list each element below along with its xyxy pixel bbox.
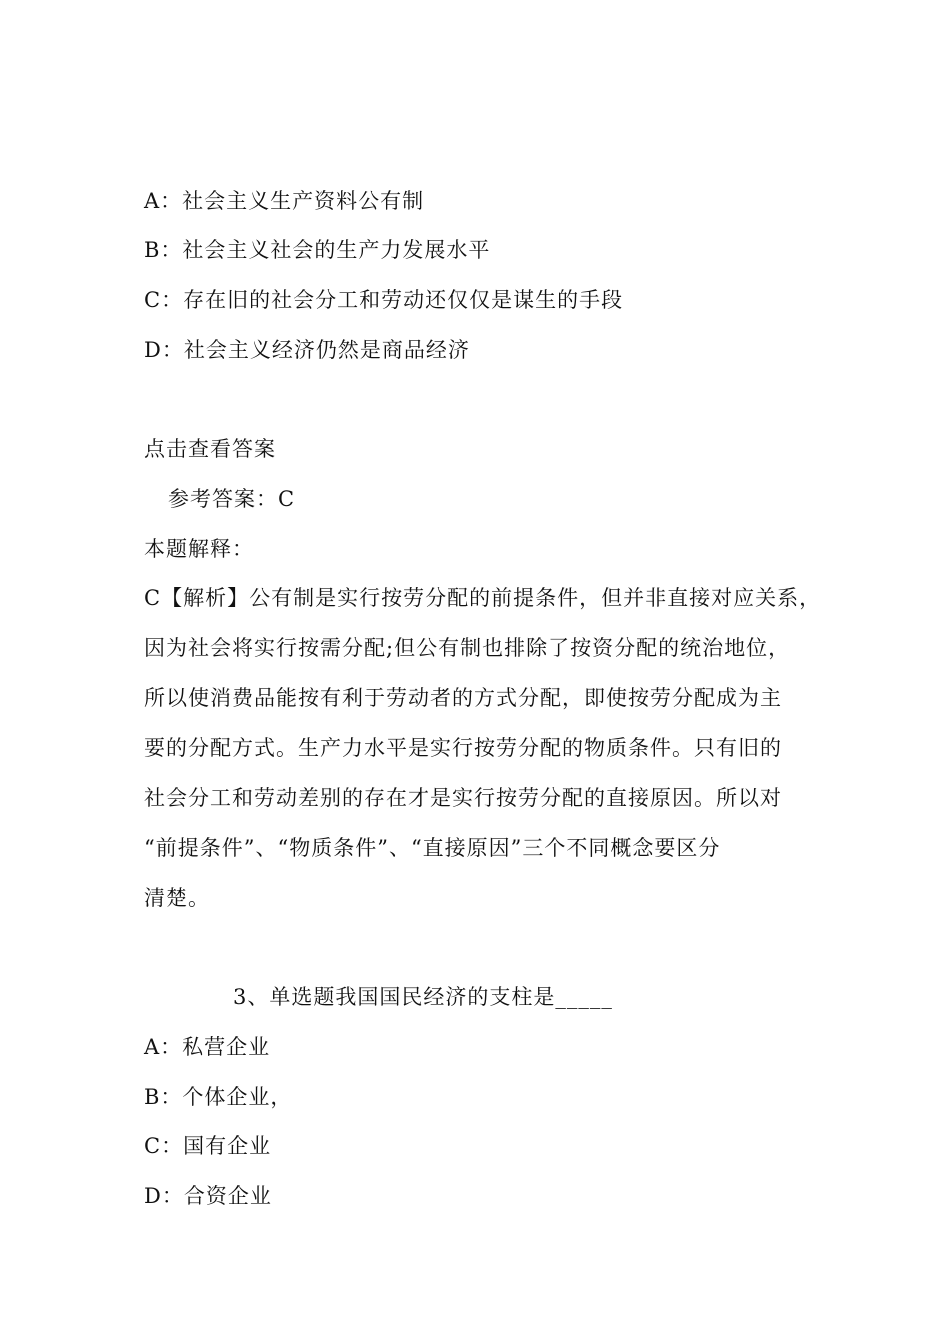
reference-answer: 参考答案：C [168, 487, 296, 511]
explanation-line: 清楚。 [144, 886, 210, 910]
explanation-line: 因为社会将实行按需分配;但公有制也排除了按资分配的统治地位， [144, 636, 791, 660]
explanation-label: 本题解释： [144, 537, 254, 561]
q3-option-c: C：国有企业 [144, 1134, 272, 1158]
explanation-line: 要的分配方式。生产力水平是实行按劳分配的物质条件。只有旧的 [144, 736, 782, 760]
q3-option-a: A：私营企业 [144, 1035, 271, 1059]
explanation-line: 社会分工和劳动差别的存在才是实行按劳分配的直接原因。所以对 [144, 786, 782, 810]
q3-question: 3、单选题我国国民经济的支柱是_____ [233, 985, 613, 1009]
explanation-line: “前提条件”、“物质条件”、“直接原因”三个不同概念要区分 [144, 836, 721, 860]
q3-option-d: D：合资企业 [144, 1184, 272, 1208]
explanation-paragraph [144, 585, 834, 935]
q3-option-b: B：个体企业， [144, 1085, 293, 1109]
q2-option-a: A：社会主义生产资料公有制 [144, 189, 425, 213]
explanation-line: C【解析】公有制是实行按劳分配的前提条件，但并非直接对应关系， [144, 586, 822, 610]
show-answer-link[interactable]: 点击查看答案 [144, 437, 276, 461]
q2-option-c: C：存在旧的社会分工和劳动还仅仅是谋生的手段 [144, 288, 624, 312]
q2-option-b: B：社会主义社会的生产力发展水平 [144, 238, 491, 262]
explanation-line: 所以使消费品能按有利于劳动者的方式分配，即使按劳分配成为主 [144, 686, 782, 710]
q2-option-d: D：社会主义经济仍然是商品经济 [144, 338, 470, 362]
